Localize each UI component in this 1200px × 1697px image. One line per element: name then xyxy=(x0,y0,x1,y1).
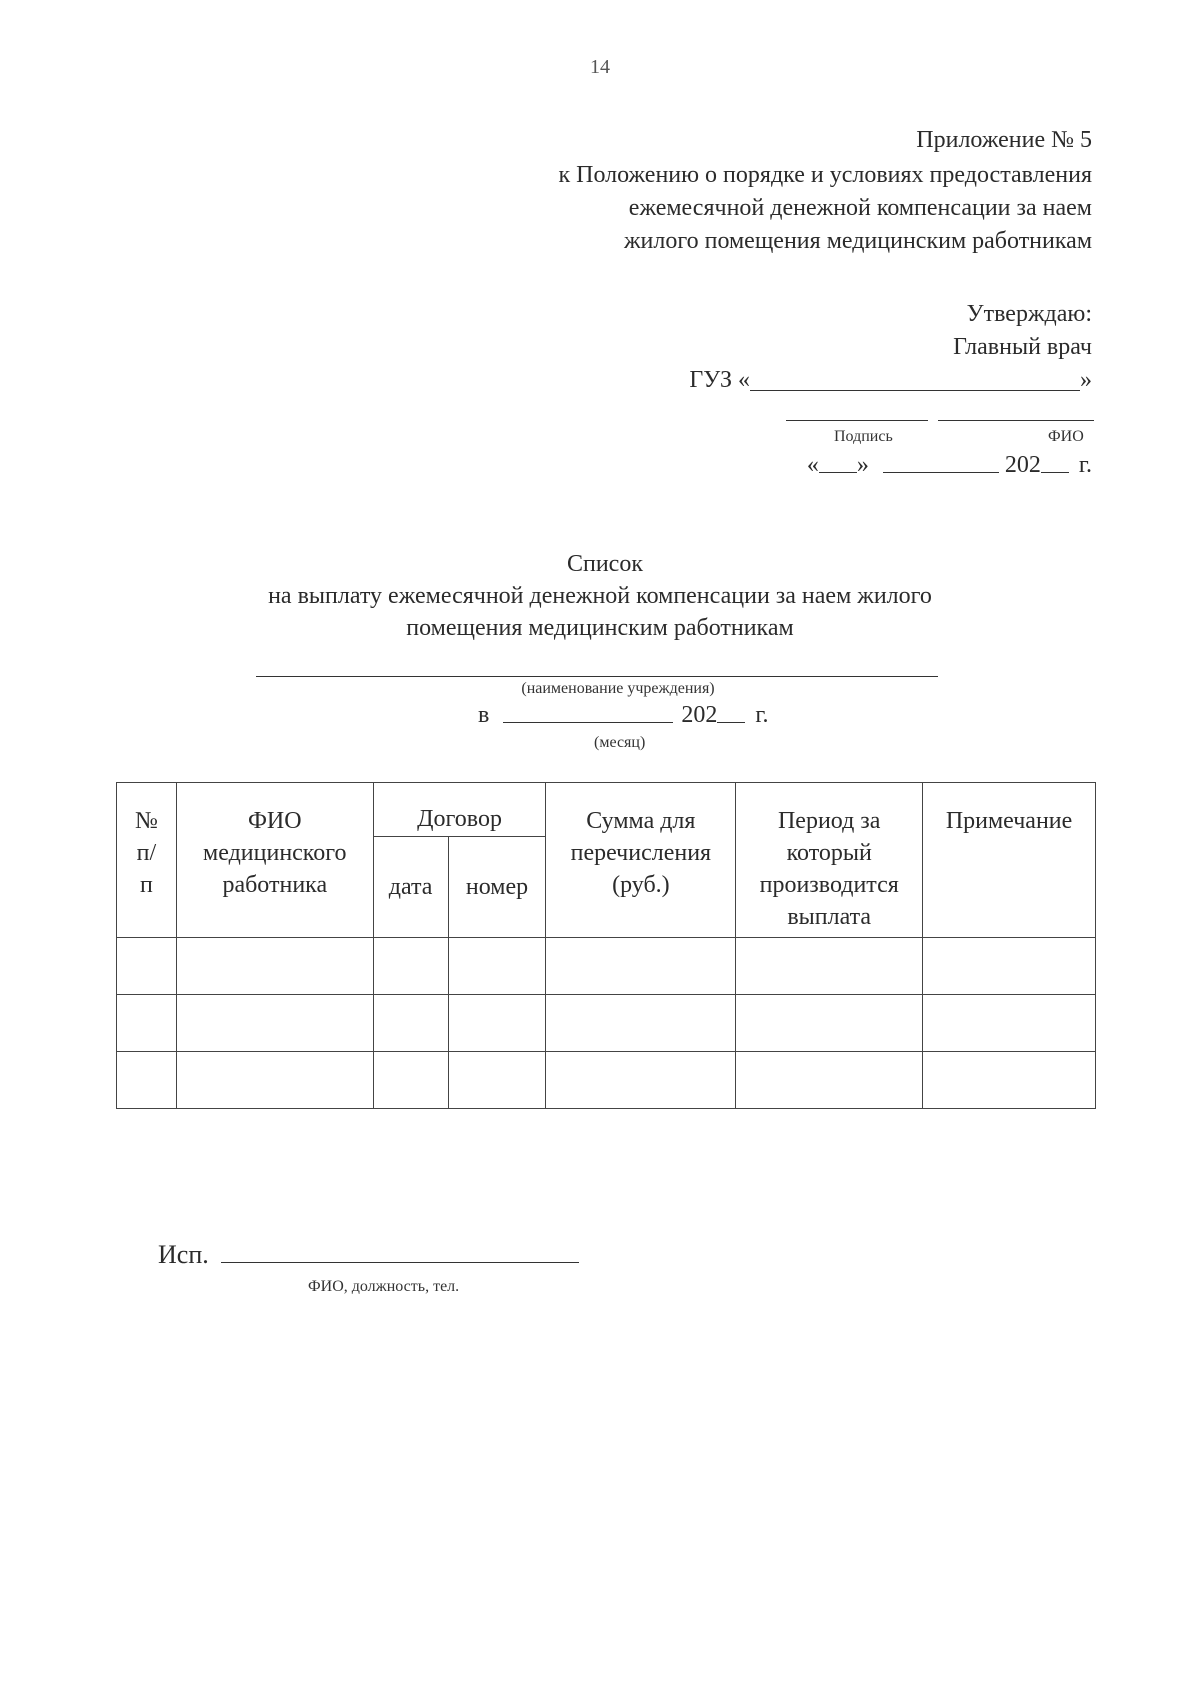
table-cell[interactable] xyxy=(736,995,923,1052)
col-note-header: Примечание xyxy=(923,783,1096,938)
institution-caption: (наименование учреждения) xyxy=(521,680,715,697)
year-prefix: 202 xyxy=(1004,452,1041,478)
col-period-header xyxy=(736,783,923,938)
table-cell[interactable] xyxy=(546,938,736,995)
table-row xyxy=(117,995,1096,1052)
month-blank xyxy=(883,450,999,473)
report-year-suffix: г. xyxy=(755,702,769,728)
col-period-line-3: производится xyxy=(759,872,899,898)
table-cell[interactable] xyxy=(736,1052,923,1109)
org-suffix: » xyxy=(1080,367,1092,393)
table-cell[interactable] xyxy=(176,938,373,995)
org-name-blank xyxy=(750,366,1080,391)
month-row xyxy=(478,700,768,729)
table-cell[interactable] xyxy=(923,1052,1096,1109)
date-open-quote: « xyxy=(806,452,819,478)
table-row xyxy=(117,938,1096,995)
col-fio-header xyxy=(176,783,373,938)
appendix-line-2: ежемесячной денежной компенсации за наем xyxy=(628,195,1092,221)
table-cell[interactable] xyxy=(373,1052,448,1109)
table-cell[interactable] xyxy=(176,1052,373,1109)
document-title: Список xyxy=(566,551,643,577)
table-cell[interactable] xyxy=(736,938,923,995)
month-caption: (месяц) xyxy=(594,734,646,751)
org-prefix: ГУЗ « xyxy=(689,367,750,393)
col-fio-line-1: ФИО xyxy=(247,808,302,834)
report-year-prefix: 202 xyxy=(681,702,718,728)
col-number-header xyxy=(117,783,177,938)
col-period-line-2: который xyxy=(786,840,872,866)
report-month-blank xyxy=(503,700,673,723)
col-period-line-4: выплата xyxy=(787,904,872,930)
executor-blank xyxy=(221,1240,579,1263)
table-cell[interactable] xyxy=(117,938,177,995)
table-cell[interactable] xyxy=(117,995,177,1052)
table-cell[interactable] xyxy=(923,938,1096,995)
executor-row xyxy=(158,1240,579,1270)
col-number-line-2: п/ xyxy=(136,840,157,866)
table-header-row-1 xyxy=(117,783,1096,837)
approval-date xyxy=(807,450,1092,479)
col-number-line-1: № xyxy=(134,808,158,834)
report-year-blank xyxy=(717,700,745,723)
day-blank xyxy=(819,450,857,473)
table-cell[interactable] xyxy=(923,995,1096,1052)
table-cell[interactable] xyxy=(373,995,448,1052)
name-line xyxy=(938,420,1094,421)
col-contract-header: Договор xyxy=(373,783,546,837)
table-cell[interactable] xyxy=(373,938,448,995)
table-row xyxy=(117,1052,1096,1109)
col-fio-line-2: медицинского xyxy=(203,840,347,866)
col-sum-line-1: Сумма для xyxy=(586,808,696,834)
appendix-title: Приложение № 5 xyxy=(916,127,1092,153)
executor-caption: ФИО, должность, тел. xyxy=(308,1278,460,1295)
approve-label: Утверждаю: xyxy=(966,301,1092,327)
year-suffix: г. xyxy=(1078,452,1092,478)
table-cell[interactable] xyxy=(176,995,373,1052)
appendix-line-3: жилого помещения медицинским работникам xyxy=(623,228,1092,254)
table-cell[interactable] xyxy=(448,938,546,995)
col-contract-number-header: номер xyxy=(448,837,546,938)
col-period-line-1: Период за xyxy=(777,808,881,834)
appendix-header xyxy=(558,124,1092,258)
approve-organization xyxy=(689,364,1092,397)
approve-position: Главный врач xyxy=(953,334,1092,360)
payment-table xyxy=(116,782,1096,1109)
document-subtitle-line-1: на выплату ежемесячной денежной компенсации за наем жилого xyxy=(268,583,932,609)
table-cell[interactable] xyxy=(546,995,736,1052)
appendix-line-1: к Положению о порядке и условиях предоставления xyxy=(558,162,1092,188)
col-fio-line-3: работника xyxy=(222,872,328,898)
document-subtitle-line-2: помещения медицинским работникам xyxy=(406,615,794,641)
col-sum-line-3: (руб.) xyxy=(612,872,670,898)
col-contract-date-header: дата xyxy=(373,837,448,938)
col-sum-header xyxy=(546,783,736,938)
signature-line xyxy=(786,420,928,421)
page-number: 14 xyxy=(590,56,610,78)
table-cell[interactable] xyxy=(546,1052,736,1109)
document-title-block xyxy=(0,548,1200,644)
signature-caption: Подпись xyxy=(834,428,893,445)
col-number-line-3: п xyxy=(140,872,153,898)
approval-block xyxy=(689,298,1092,397)
year-blank xyxy=(1041,450,1069,473)
date-close-quote: » xyxy=(856,452,869,478)
col-sum-line-2: перечисления xyxy=(570,840,712,866)
table-cell[interactable] xyxy=(448,995,546,1052)
institution-line xyxy=(256,676,938,677)
table-cell[interactable] xyxy=(117,1052,177,1109)
in-word: в xyxy=(478,702,490,728)
name-caption: ФИО xyxy=(1048,428,1084,445)
table-cell[interactable] xyxy=(448,1052,546,1109)
executor-label: Исп. xyxy=(158,1240,209,1269)
